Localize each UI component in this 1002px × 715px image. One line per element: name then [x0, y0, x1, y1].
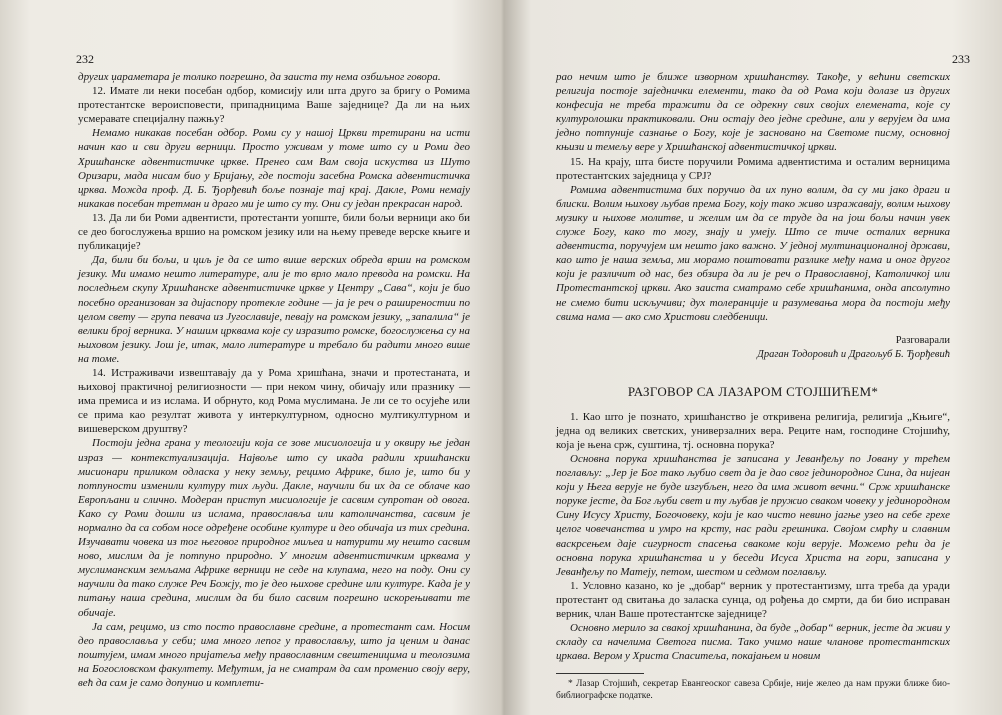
left-page [0, 0, 500, 715]
body-paragraph: Постоји једна грана у теологији која се зове мисиологија и у оквиру ње један израз — контекстуализација. Највоље што су икада радили хришћански мисионари приликом одласка у неку земљу, рецимо Африке, било је, што би у потпуности изменили културу тих људи. Дакле, научили би их да се облаче као Европљани и слично. Модеран приступ мисиологије је сасвим супротан од овога. Како су Роми дошли из ислама, православља или католичанства, сасвим је нормално да са собом носе одређене особине културе и део обичаја из тих средина. Изучавати човека из тог његовог природног миљеа и натурити му нешто сасвим ново, мислим да је потпуно природно. У многим адвентистичким црквама у муслиманским земљама Африке верници не седе на клупама, него на поду. Они су научили да тако служе Реч Божју, то је део њихове средине или културе. Када је у питању наша средина, мислим да би било сасвим погрешно искорењивати те обичаје. [78, 437, 470, 619]
body-paragraph: рао нечим што је ближе изворном хришћанству. Такође, у већини светских религија постоје заједнички елементи, тако да од Рома који долазе из других конфесија не треба тражити да се одрекну свих својих елемената, које су културолошки практиковали. Они остају део једне средине, али у верујем да има једно потпуније сазнање о Богу, које је засновано на Светоме писму, основној књизи и темељу вере у Хришћанској адвентистичкој цркви. [556, 71, 950, 154]
right-page [504, 0, 1002, 715]
body-paragraph: Основна порука хришћанства је записана у Јеванђељу по Јовану у трећем поглављу: „Јер је Бог тако љубио свет да је дао свог јединородног Сина, да нијеан који у Њега верује не буде изгубљен, него да има живот вечни.“ Срж хришћанске поруке јесте, да Бог љуби свет и ту љубав је пружио сваком човеку у јединородном Сину Исусу Христу, Богочовеку, који је као чисто невино јагње узео на себе грехе целог човечанства и умро на крсту, нас ради грешника. Својом смрћу и славним васкрсењем даје сигурност спасења свакоме који верује. Можемо рећи да је основна порука хришћанства и у беседи Исуса Христа на гори, записана у Јеванђељу по Матеју, петом, шестом и седмом поглављу. [556, 452, 950, 578]
footnote: * Лазар Стојшић, секретар Евангеоског савеза Србије, није желео да нам пружи ближе био-библиографске податке. [556, 679, 950, 702]
left-page-body [78, 70, 470, 690]
body-paragraph: 15. На крају, шта бисте поручили Ромима адвентистима и осталим верницима протестантских заједница у СРЈ? [556, 155, 950, 182]
signature-names: Драган Тодоровић и Драгољуб Б. Ђорђевић [757, 348, 950, 360]
page-number-left: 232 [76, 52, 94, 66]
body-paragraph: других џараметара је толико погрешно, да заиста ту нема озбиљног говора. [78, 71, 441, 83]
section-title: РАЗГОВОР СА ЛАЗАРОМ СТОЈШИЋЕМ* [627, 383, 879, 399]
body-paragraph: 1. Као што је познато, хришћанство је откривена религија, религија „Књиге“, једна од великих светских, универзалних вера. Реците нам, господине Стојшићу, која је њена срж, суштина, тј. основна порука? [556, 410, 950, 451]
body-paragraph: Основно мерило за свакој хришћанина, да буде „добар“ верник, јесте да живи у складу са начелима Светога писма. Тако учимо наше чланове протестантских цркава. Вером у Христа Спаситеља, покајањем и новим [556, 622, 950, 663]
footnote-divider [556, 673, 644, 674]
body-paragraph: Ја сам, рецимо, из сто посто православне средине, а протестант сам. Носим део православља у себи; има много лепог у православљу, што ја ценим и данас поштујем, имам много пријатеља међу православним свештеницима и теолозима на Богословском факултету. Међутим, ја не сматрам да сам променио своју веру, већ да сам је само допунио и комплети- [78, 620, 470, 690]
body-paragraph: Ромима адвентистима бих поручио да их пуно волим, да су ми јако драги и блиски. Волим њихову љубав према Богу, коју тако живо изражавају, волим њихову музику и њихове молитве, и желим им да се труде да на још бољи начин увек служе Богу, како то могу, знају и умеју. Што се тиче осталих верника адвентиста, поручујем им нешто јако важно. У једној мултинационалној држави, као што је наша земља, ми морамо поштовати разлике међу нама и оног другог који је различит од нас, без обзира да ли је реч о Православној, Католичкој или Протестантској цркви. Ако заиста сматрамо себе хришћанима, онда апсолутно не смемо бити искључиви; дух толеранције и разумевања мора да постоји међу свима нама — ако смо Христови следбеници. [556, 183, 950, 323]
right-page-body-top [556, 70, 950, 324]
body-paragraph: 12. Имате ли неки посебан одбор, комисију или шта друго за бригу о Ромима протестантске вероисповести, припадницима Ваше заједнице? Да ли на њих усмеравате специјалну пажњу? [78, 85, 470, 126]
body-paragraph: Да, били би бољи, и циљ је да се што више верских обреда врши на ромском језику. Ми имамо нешто литературе, али је то врло мало превода на ромски. На последњем скупу Хришћанске адвентистичке цркве у Центру „Сава“, који је био посебно организован за дијаспору протекле године — ја је реч о раширеностии по целом свету — група певача из Југославије, певају на ромском језику, „запалила“ је велики број верника. У нашим црквама које су изразито ромске, богослужења су на њиховом језику. Још је, итак, мало литературе и требало би радити много више на томе. [78, 254, 470, 365]
body-paragraph: Немамо никакав посебан одбор. Роми су у нашој Цркви третирани на исти начин као и сви други верници. Просто уживам у томе што су и Роми део Хришћанске адвентистичке цркве. Пренео сам Вам своја искуства из Шуто Оризари, мада нисам био у Бријању, где постоји засебна Ромска адвентистичка црква. Можда проф. Д. Б. Ђорђевић боље познаје тај крај. Дакле, Роми немају никакав посебан третман и драго ми је што су ту. Они су један прекрасан народ. [78, 127, 470, 210]
body-paragraph: 13. Да ли би Роми адвентисти, протестанти уопште, били бољи верници ако би се део богослужења вршио на ромском језику или на њему преведе верске књиге и публикације? [78, 211, 470, 253]
signature-label: Разговарали [895, 334, 950, 346]
body-paragraph: 14. Истраживачи извештавају да у Рома хришћана, значи и протестаната, и њиховој практичној религиозности — при неком чину, обичају или празнику — има премиса и из ислама. И обрнуто, код Рома муслимана. Је ли се то осујеће или се прима као резултат живота у интеркултурном, односно мултикултурном и вишеверском друштву? [78, 366, 470, 436]
right-page-body-bottom [556, 410, 950, 664]
body-paragraph: 1. Условно казано, ко је „добар“ верник у протестантизму, шта треба да уради протестант од свитања до заласка сунца, од рођења до смрти, да би био исправан верник, члан Ваше протестантске заједнице? [556, 579, 950, 620]
page-number-right: 233 [952, 52, 970, 66]
